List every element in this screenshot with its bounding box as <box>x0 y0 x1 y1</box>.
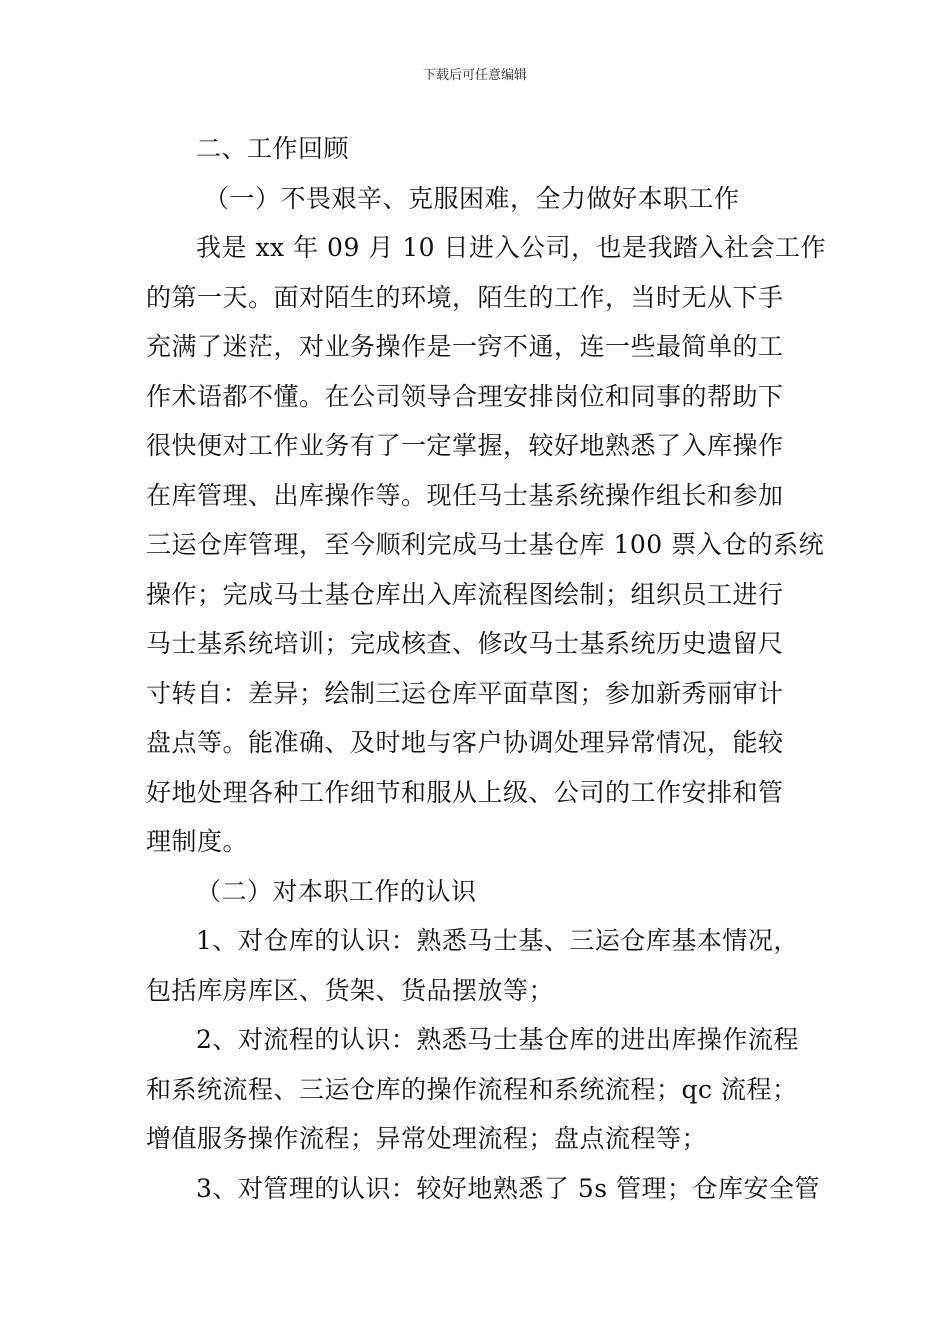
paragraph-line: 充满了迷茫，对业务操作是一窍不通，连一些最简单的工 <box>146 332 784 361</box>
paragraph-line: 2、对流程的认识：熟悉马士基仓库的进出库操作流程 <box>196 1025 799 1054</box>
paragraph-line: 1、对仓库的认识：熟悉马士基、三运仓库基本情况， <box>196 926 799 955</box>
paragraph-line: 盘点等。能准确、及时地与客户协调处理异常情况，能较 <box>146 728 784 757</box>
paragraph-line: 三运仓库管理，至今顺利完成马士基仓库 100 票入仓的系统 <box>146 530 825 559</box>
paragraph-line: 很快便对工作业务有了一定掌握，较好地熟悉了入库操作 <box>146 431 784 460</box>
subsection-heading: （一）不畏艰辛、克服困难，全力做好本职工作 <box>204 183 740 213</box>
paragraph-line: 3、对管理的认识：较好地熟悉了 5s 管理；仓库安全管 <box>196 1173 821 1203</box>
paragraph-line: 在库管理、出库操作等。现任马士基系统操作组长和参加 <box>146 480 784 510</box>
paragraph-line: 作术语都不懂。在公司领导合理安排岗位和同事的帮助下 <box>146 381 784 411</box>
subsection-heading: （二）对本职工作的认识 <box>196 876 477 906</box>
paragraph-line: 理制度。 <box>146 827 249 856</box>
paragraph-line: 和系统流程、三运仓库的操作流程和系统流程；qc 流程； <box>146 1074 798 1104</box>
paragraph-line: 增值服务操作流程；异常处理流程；盘点流程等； <box>146 1124 708 1153</box>
paragraph-line: 的第一天。面对陌生的环境，陌生的工作，当时无从下手 <box>146 282 784 312</box>
section-heading: 二、工作回顾 <box>196 134 350 163</box>
paragraph-line: 寸转自：差异；绘制三运仓库平面草图；参加新秀丽审计 <box>146 678 784 708</box>
paragraph-line: 马士基系统培训；完成核查、修改马士基系统历史遗留尺 <box>146 629 784 658</box>
page-header-note: 下载后可任意编辑 <box>422 68 527 83</box>
paragraph-line: 好地处理各种工作细节和服从上级、公司的工作安排和管 <box>146 777 784 807</box>
paragraph-line: 操作；完成马士基仓库出入库流程图绘制；组织员工进行 <box>146 579 784 609</box>
document-body <box>146 124 827 1213</box>
paragraph-line: 包括库房库区、货架、货品摆放等； <box>146 975 555 1005</box>
paragraph-line: 我是 xx 年 09 月 10 日进入公司，也是我踏入社会工作 <box>196 233 827 262</box>
